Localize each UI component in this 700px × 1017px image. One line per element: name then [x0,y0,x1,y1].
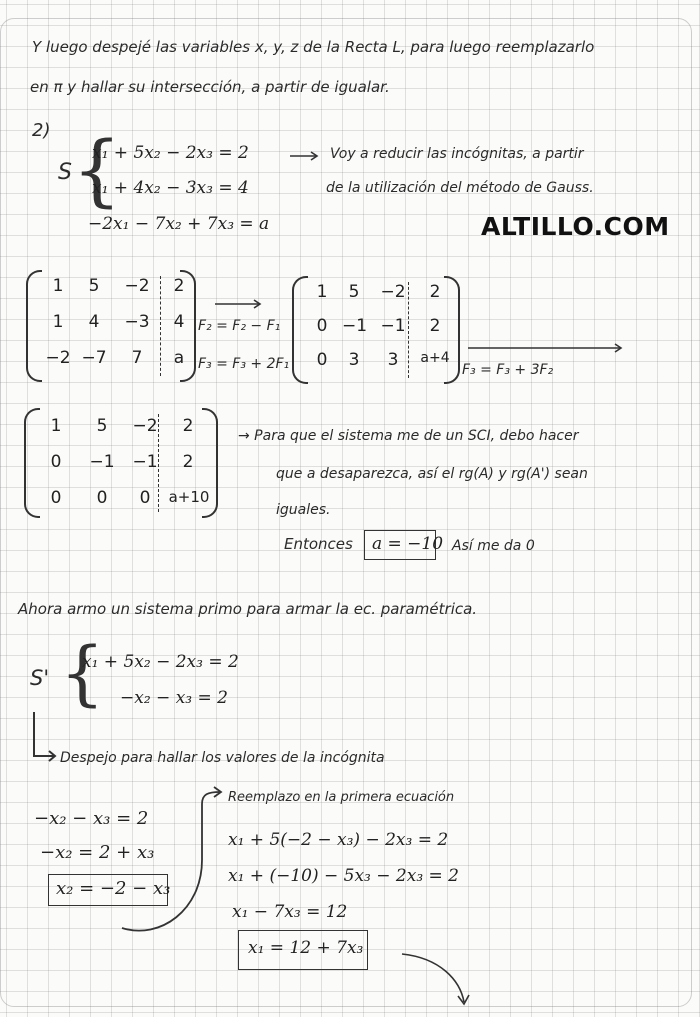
gives-zero-note: Así me da 0 [452,538,535,554]
m2-r1-c4: 2 [429,282,441,302]
m1-r2-c1: 1 [52,312,64,332]
m2-r1-c1: 1 [316,282,328,302]
solve-left-1: −x₂ − x₃ = 2 [34,808,149,829]
m1-r2-c4: 4 [173,312,185,332]
row-op-f3-second: F₃ = F₃ + 3F₂ [462,362,554,378]
m3-r1-c3: −2 [132,416,158,436]
equiv-eq-2: −x₂ − x₃ = 2 [120,688,228,708]
curved-arrow-icon [400,950,480,1010]
x2-result: x₂ = −2 − x₃ [56,878,171,899]
item-2-label: 2) [32,120,51,141]
m3-r2-c2: −1 [89,452,115,472]
m2-r3-c3: 3 [387,350,399,370]
system-s-label: S [58,160,72,185]
m1-r2-c2: 4 [88,312,100,332]
m2-r2-c3: −1 [380,316,406,336]
arrow-right-icon [215,300,265,308]
m3-r3-c3: 0 [139,488,151,508]
sci-note-2: que a desaparezca, así el rg(A) y rg(A') sean [276,466,588,482]
m2-r2-c1: 0 [316,316,328,336]
system-eq-2: x₁ + 4x₂ − 3x₃ = 4 [92,178,249,198]
equiv-heading: Ahora armo un sistema primo para armar la ec. paramétrica. [18,600,478,618]
m1-r3-c3: 7 [131,348,143,368]
then-label: Entonces [284,535,353,553]
m1-r1-c4: 2 [173,276,185,296]
reemplazo-note: Reemplazo en la primera ecuación [228,790,455,805]
m2-r2-c2: −1 [342,316,368,336]
gauss-note-1: Voy a reducir las incógnitas, a partir [330,146,584,162]
m3-r2-c1: 0 [50,452,62,472]
system-eq-1: x₁ + 5x₂ − 2x₃ = 2 [92,143,249,163]
matrix-1 [26,270,196,382]
m2-r2-c4: 2 [429,316,441,336]
arrow-right-icon [290,152,322,160]
m1-r3-c1: −2 [45,348,71,368]
m1-r3-c2: −7 [81,348,107,368]
system-brace: { [72,126,122,216]
m1-r1-c2: 5 [88,276,100,296]
m1-r3-c4: a [173,348,185,368]
system-s-prime-label: S' [30,666,50,690]
m3-r3-c1: 0 [50,488,62,508]
system-eq-3: −2x₁ − 7x₂ + 7x₃ = a [88,214,270,234]
equiv-eq-1: x₁ + 5x₂ − 2x₃ = 2 [82,652,239,672]
row-op-f3: F₃ = F₃ + 2F₁ [198,356,290,372]
solve-right-3: x₁ − 7x₃ = 12 [232,902,348,922]
solve-left-2: −x₂ = 2 + x₃ [40,842,155,863]
m2-r1-c3: −2 [380,282,406,302]
m3-r3-c4: a+10 [168,488,210,506]
m3-r1-c2: 5 [96,416,108,436]
solve-right-2: x₁ + (−10) − 5x₃ − 2x₃ = 2 [228,866,460,886]
curved-arrow-icon [30,712,60,762]
m3-r1-c1: 1 [50,416,62,436]
m3-r2-c4: 2 [182,452,194,472]
row-op-f2: F₂ = F₂ − F₁ [198,318,281,334]
m3-r2-c3: −1 [132,452,158,472]
system-prime-brace: { [60,632,105,714]
x1-result: x₁ = 12 + 7x₃ [248,938,364,958]
m2-r1-c2: 5 [348,282,360,302]
gauss-note-2: de la utilización del método de Gauss. [326,180,594,196]
matrix-2 [292,276,460,384]
watermark-logo: ALTILLO.COM [481,212,670,241]
arrow-right-icon [468,344,626,352]
a-value-result: a = −10 [372,534,444,554]
sci-note-1: → Para que el sistema me de un SCI, debo hacer [238,428,579,444]
despejo-note: Despejo para hallar los valores de la incógnita [60,750,385,766]
sci-note-3: iguales. [276,502,331,518]
m1-r1-c1: 1 [52,276,64,296]
m2-r3-c1: 0 [316,350,328,370]
m2-r3-c2: 3 [348,350,360,370]
m1-r1-c3: −2 [124,276,150,296]
m3-r1-c4: 2 [182,416,194,436]
m3-r3-c2: 0 [96,488,108,508]
m1-r2-c3: −3 [124,312,150,332]
intro-line-1: Y luego despejé las variables x, y, z de la Recta L, para luego reemplazarlo [32,38,595,56]
matrix-3 [24,408,218,518]
intro-line-2: en π y hallar su intersección, a partir de igualar. [30,78,390,96]
m2-r3-c4: a+4 [420,350,450,366]
curved-arrow-icon [120,790,230,940]
solve-right-1: x₁ + 5(−2 − x₃) − 2x₃ = 2 [228,830,449,850]
